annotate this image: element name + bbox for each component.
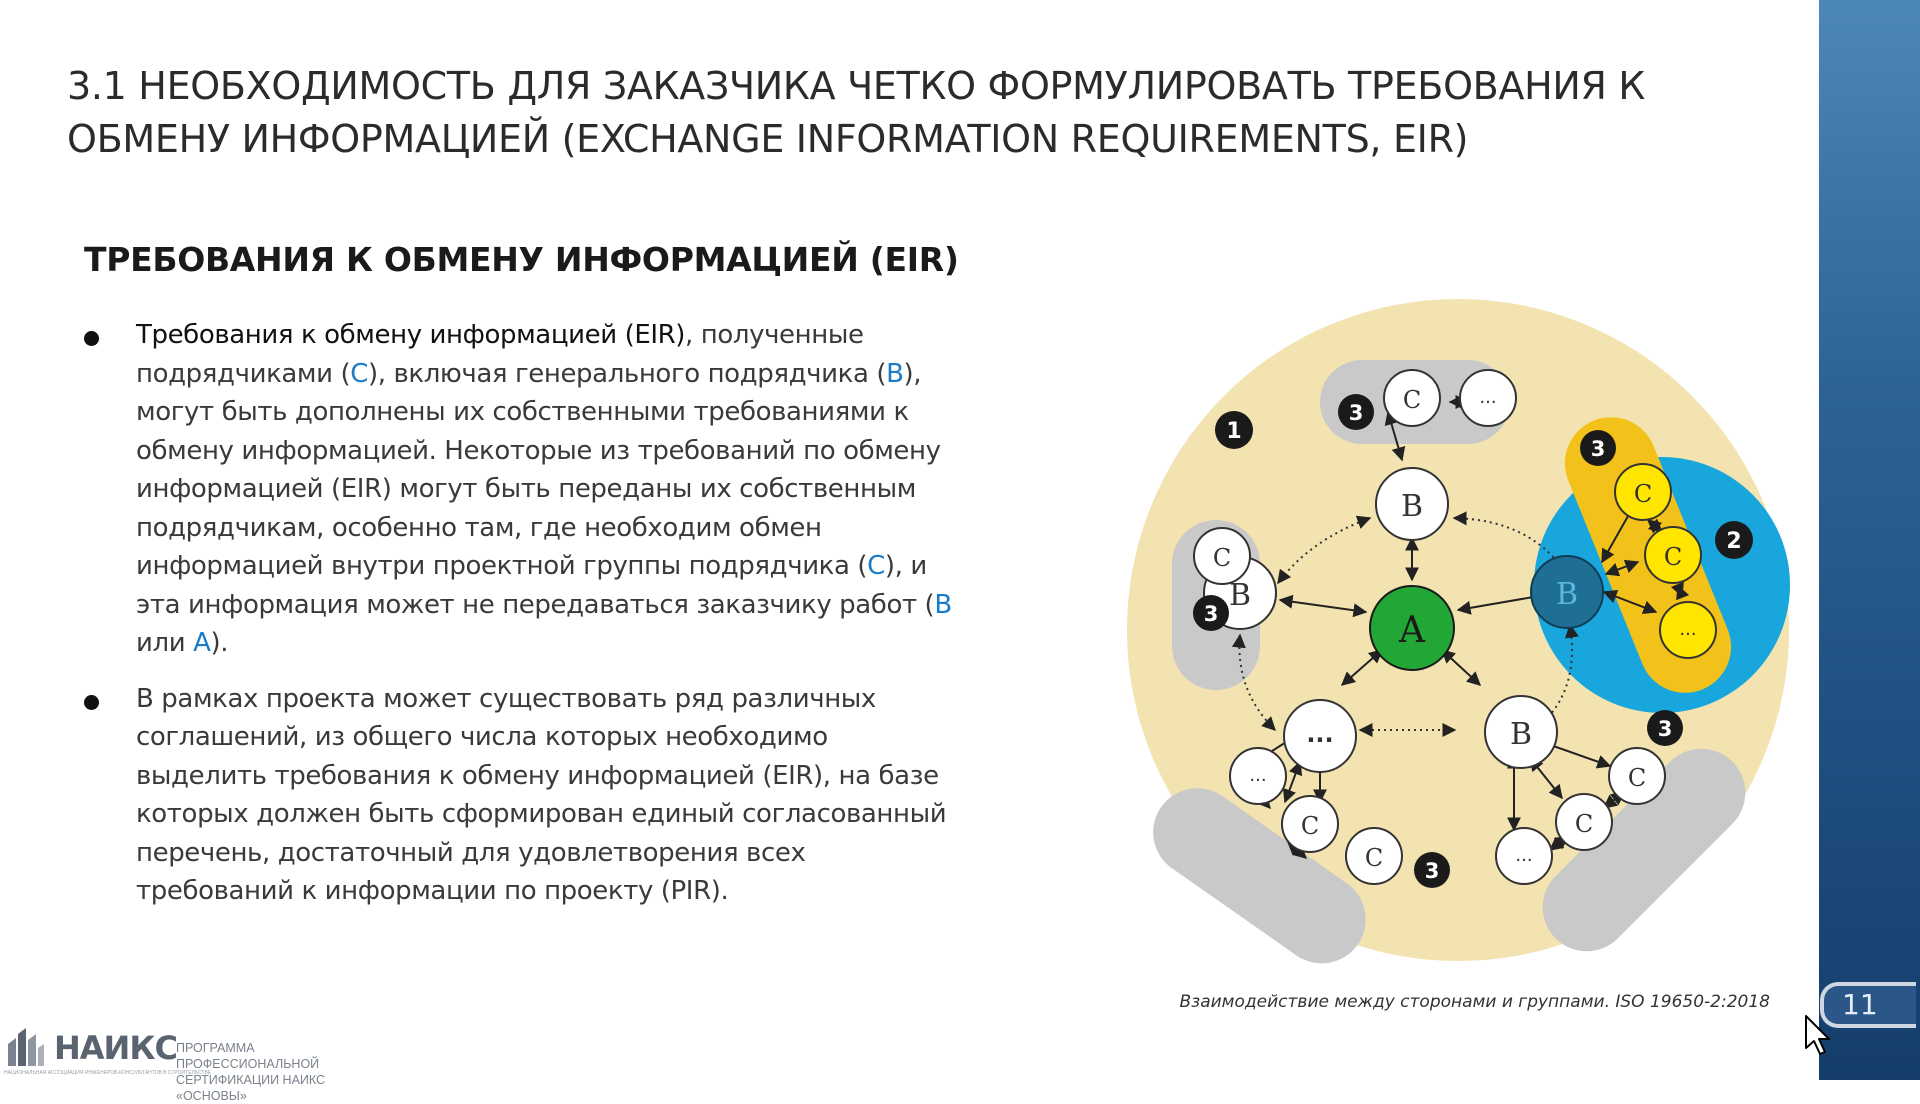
bullet-text: ), включая генерального подрядчика ( [368,358,887,389]
bullet-dot-icon [84,331,99,346]
node-label: ... [1479,387,1497,408]
bullet-dot-icon [84,695,99,710]
node-label: ... [1515,845,1533,866]
node-label: A [1399,610,1425,651]
slide-title: 3.1 НЕОБХОДИМОСТЬ ДЛЯ ЗАКАЗЧИКА ЧЕТКО ФОРМУЛИРОВАТЬ ТРЕБОВАНИЯ К ОБМЕНУ ИНФОРМАЦИЕЙ (EXCHANGE INFORMATION REQUIREMENTS, EIR) [67,64,1646,161]
node-label: B [1555,577,1579,612]
badge-label: 2 [1726,529,1742,554]
node-label: B [1228,578,1252,613]
node-label: C [1402,386,1422,414]
badge-label: 3 [1424,859,1440,883]
accent-letter: C [867,551,885,581]
section-subtitle: ТРЕБОВАНИЯ К ОБМЕНУ ИНФОРМАЦИЕЙ (EIR) [84,240,959,279]
mouse-cursor-icon [1804,1014,1834,1058]
bullet-item [84,680,964,911]
node-label: C [1663,543,1683,571]
bullet-item [84,316,964,663]
node-label: C [1212,544,1232,572]
badge-label: 3 [1590,437,1606,461]
node-label: C [1574,810,1594,838]
logo-wordmark: НАИКС [54,1029,177,1067]
logo-tagline: НАЦИОНАЛЬНАЯ АССОЦИАЦИЯ ИНЖЕНЕРОВ-КОНСУЛЬТАНТОВ В СТРОИТЕЛЬСТВЕ [4,1070,212,1076]
bullet-lead-text: Требования к обмену информацией (EIR) [136,320,686,350]
node-label: B [1509,717,1533,752]
accent-letter: C [350,358,368,389]
bullet-text: В рамках проекта может существовать ряд различных соглашений, из общего числа которых необходимо выделить требования к обмену информацией (EIR), на базе которых должен быть сформирован единый согласованный перечень, достаточный для удовлетворения всех требований к информации по проекту (PIR). [136,683,947,906]
node-label: C [1300,812,1320,840]
badge-label: 1 [1226,419,1242,444]
node-label: C [1633,480,1653,508]
page-number: 11 [1820,982,1916,1028]
logo-tag-line: ПРОГРАММА ПРОФЕССИОНАЛЬНОЙ [176,1041,320,1071]
figure-caption: Взаимодействие между сторонами и группами. ISO 19650-2:2018 [1179,992,1770,1012]
bullet-text: ), могут быть дополнены их собственными требованиями к обмену информацией. Некоторые из требований по обмену информацией (EIR) могут быть переданы их собственным подрядчикам, особенно там, где необходим обмен информацией внутри проектной группы подрядчика ( [136,358,941,581]
bullet-text: , полученные подрядчиками ( [136,320,864,389]
node-label: C [1364,844,1384,872]
bullet-text: ), и эта информация может не передаваться заказчику работ ( [136,551,935,620]
building-logo-icon [4,1026,48,1070]
node-label: ... [1306,720,1334,748]
naiks-logo [4,1024,364,1103]
bullet-text: ). [210,628,229,658]
node-label: C [1627,764,1647,792]
node-label: B [1400,489,1424,524]
node-label: ... [1679,619,1697,640]
accent-letter: A [193,628,211,658]
accent-letter: B [886,358,904,389]
badge-label: 3 [1203,602,1219,626]
bullet-text: или [136,628,194,658]
right-decorative-band [1819,0,1920,1080]
bullet-list [84,316,964,928]
node-label: ... [1249,765,1267,786]
accent-letter: B [934,589,952,620]
badge-label: 3 [1348,401,1364,425]
logo-tag-line: СЕРТИФИКАЦИИ НАИКС «ОСНОВЫ» [176,1073,326,1103]
badge-label: 3 [1657,717,1673,741]
parties-interaction-diagram [1110,290,1810,980]
